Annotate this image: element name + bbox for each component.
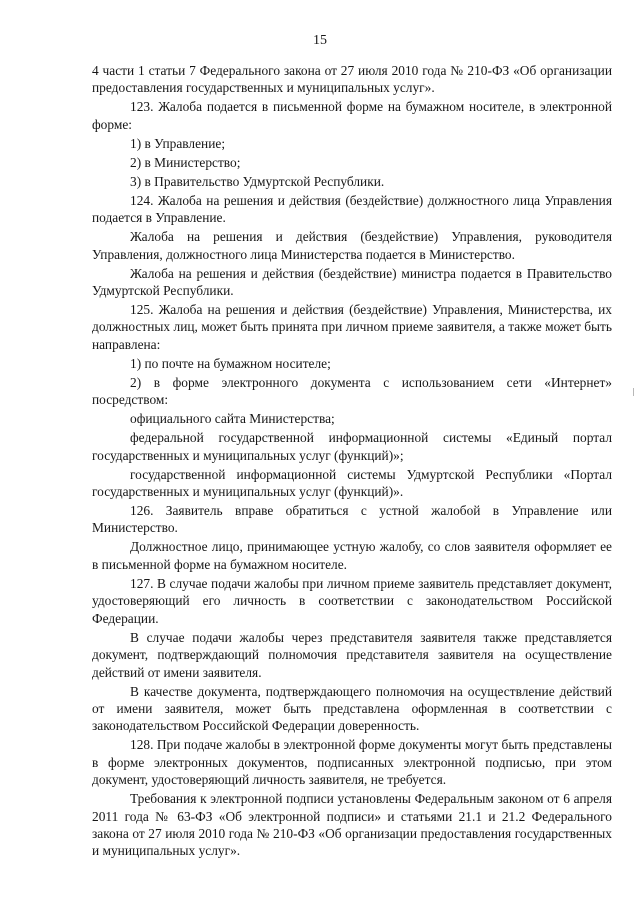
document-body (92, 62, 612, 861)
paragraph-125: 125. Жалоба на решения и действия (бездействие) Управления, Министерства, их должностных лиц, может быть принята при личном приеме заявителя, а также может быть направлена: (92, 302, 612, 352)
paragraph-128-part-2: Требования к электронной подписи установлены Федеральным законом от 6 апреля 2011 года № 63-ФЗ «Об электронной подписи» и статьями 21.1 и 21.2 Федерального закона от 27 июля 2010 года № 210-ФЗ «Об организации предоставления государственных и муниципальных услуг». (92, 791, 612, 859)
scan-artifact (633, 388, 634, 396)
paragraph-123: 123. Жалоба подается в письменной форме на бумажном носителе, в электронной форме: (92, 99, 612, 132)
paragraph-continuation: 4 части 1 статьи 7 Федерального закона от 27 июля 2010 года № 210-ФЗ «Об организации предоставления государственных и муниципальных услуг». (92, 63, 612, 96)
list-item-125-1: 1) по почте на бумажном носителе; (130, 355, 331, 371)
list-item-123-1: 1) в Управление; (130, 135, 226, 151)
list-item-123-3: 3) в Правительство Удмуртской Республики. (130, 173, 385, 189)
list-item-125-2: 2) в форме электронного документа с использованием сети «Интернет» посредством: (92, 374, 612, 408)
list-item-125-2-a: официального сайта Министерства; (130, 411, 335, 427)
list-item-125-2-b: федеральной государственной информационной системы «Единый портал государственных и муниципальных услуг (функций)»; (92, 430, 612, 463)
paragraph-127: 127. В случае подачи жалобы при личном приеме заявитель представляет документ, удостоверяющий его личность в соответствии с законодательством Российской Федерации. (92, 575, 612, 626)
paragraph-124-part-3: Жалоба на решения и действия (бездействие) министра подается в Правительство Удмуртской Республики. (92, 265, 612, 299)
paragraph-124-part-2: Жалоба на решения и действия (бездействие) Управления, руководителя Управления, должностного лица Министерства подается в Министерство. (92, 229, 612, 262)
paragraph-126-part-2: Должностное лицо, принимающее устную жалобу, со слов заявителя оформляет ее в письменной форме на бумажном носителе. (92, 539, 612, 572)
paragraph-127-part-3: В качестве документа, подтверждающего полномочия на осуществление действий от имени заявителя, может быть представлена оформленная в соответствии с законодательством Российской Федерации доверенность. (92, 683, 612, 734)
paragraph-127-part-2: В случае подачи жалобы через представителя заявителя также представляется документ, подтверждающий полномочия представителя заявителя на осуществление действий от имени заявителя. (92, 629, 612, 680)
page-number: 15 (313, 33, 327, 48)
paragraph-126: 126. Заявитель вправе обратиться с устной жалобой в Управление или Министерство. (92, 503, 612, 536)
list-item-123-2: 2) в Министерство; (130, 154, 241, 170)
list-item-125-2-c: государственной информационной системы Удмуртской Республики «Портал государственных и муниципальных услуг (функций)». (92, 466, 612, 500)
paragraph-124: 124. Жалоба на решения и действия (бездействие) должностного лица Управления подается в Управление. (92, 192, 612, 226)
paragraph-128: 128. При подаче жалобы в электронной форме документы могут быть представлены в форме электронных документов, подписанных электронной подписью, при этом документ, удостоверяющий личность заявителя, не требуется. (92, 737, 612, 788)
